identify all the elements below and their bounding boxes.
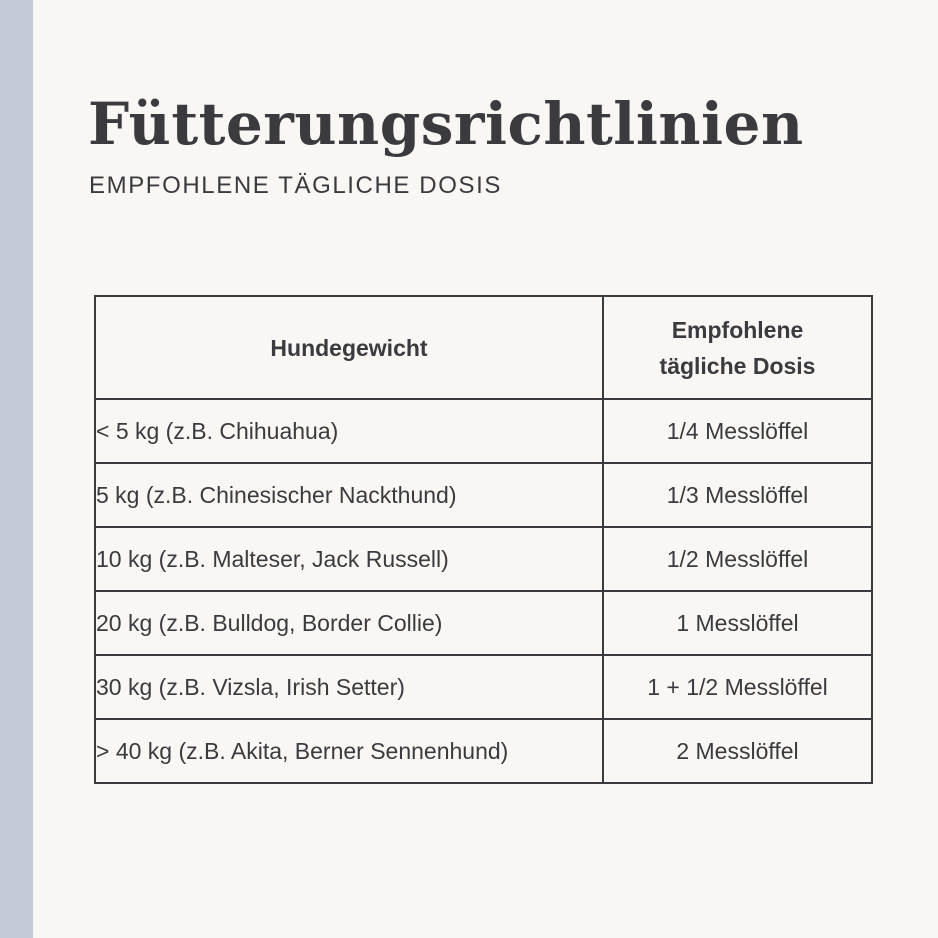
header-dose-line-1: Empfohlene <box>671 316 804 343</box>
table-row <box>95 719 872 783</box>
weight-cell: > 40 kg (z.B. Akita, Berner Sennenhund) <box>95 719 603 783</box>
dose-cell: 2 Messlöffel <box>603 719 872 783</box>
dose-cell: 1/3 Messlöffel <box>603 463 872 527</box>
header-weight <box>95 296 603 399</box>
weight-cell: 20 kg (z.B. Bulldog, Border Collie) <box>95 591 603 655</box>
table-row <box>95 399 872 463</box>
header-weight-label: Hundegewicht <box>270 334 428 361</box>
header-dose-line-2: tägliche Dosis <box>659 352 816 379</box>
table-row <box>95 527 872 591</box>
dose-cell: 1 Messlöffel <box>603 591 872 655</box>
dose-cell: 1/4 Messlöffel <box>603 399 872 463</box>
table-row <box>95 591 872 655</box>
table-header-row <box>95 296 872 399</box>
weight-cell: 10 kg (z.B. Malteser, Jack Russell) <box>95 527 603 591</box>
feeding-table <box>94 295 873 784</box>
page-title: Fütterungsrichtlinien <box>88 90 804 158</box>
header-dose <box>603 296 872 399</box>
page-subtitle: EMPFOHLENE TÄGLICHE DOSIS <box>89 172 502 199</box>
table-row <box>95 463 872 527</box>
weight-cell: 30 kg (z.B. Vizsla, Irish Setter) <box>95 655 603 719</box>
dose-cell: 1/2 Messlöffel <box>603 527 872 591</box>
weight-cell: < 5 kg (z.B. Chihuahua) <box>95 399 603 463</box>
table-row <box>95 655 872 719</box>
side-accent-bar <box>0 0 33 938</box>
dose-cell: 1 + 1/2 Messlöffel <box>603 655 872 719</box>
weight-cell: 5 kg (z.B. Chinesischer Nackthund) <box>95 463 603 527</box>
